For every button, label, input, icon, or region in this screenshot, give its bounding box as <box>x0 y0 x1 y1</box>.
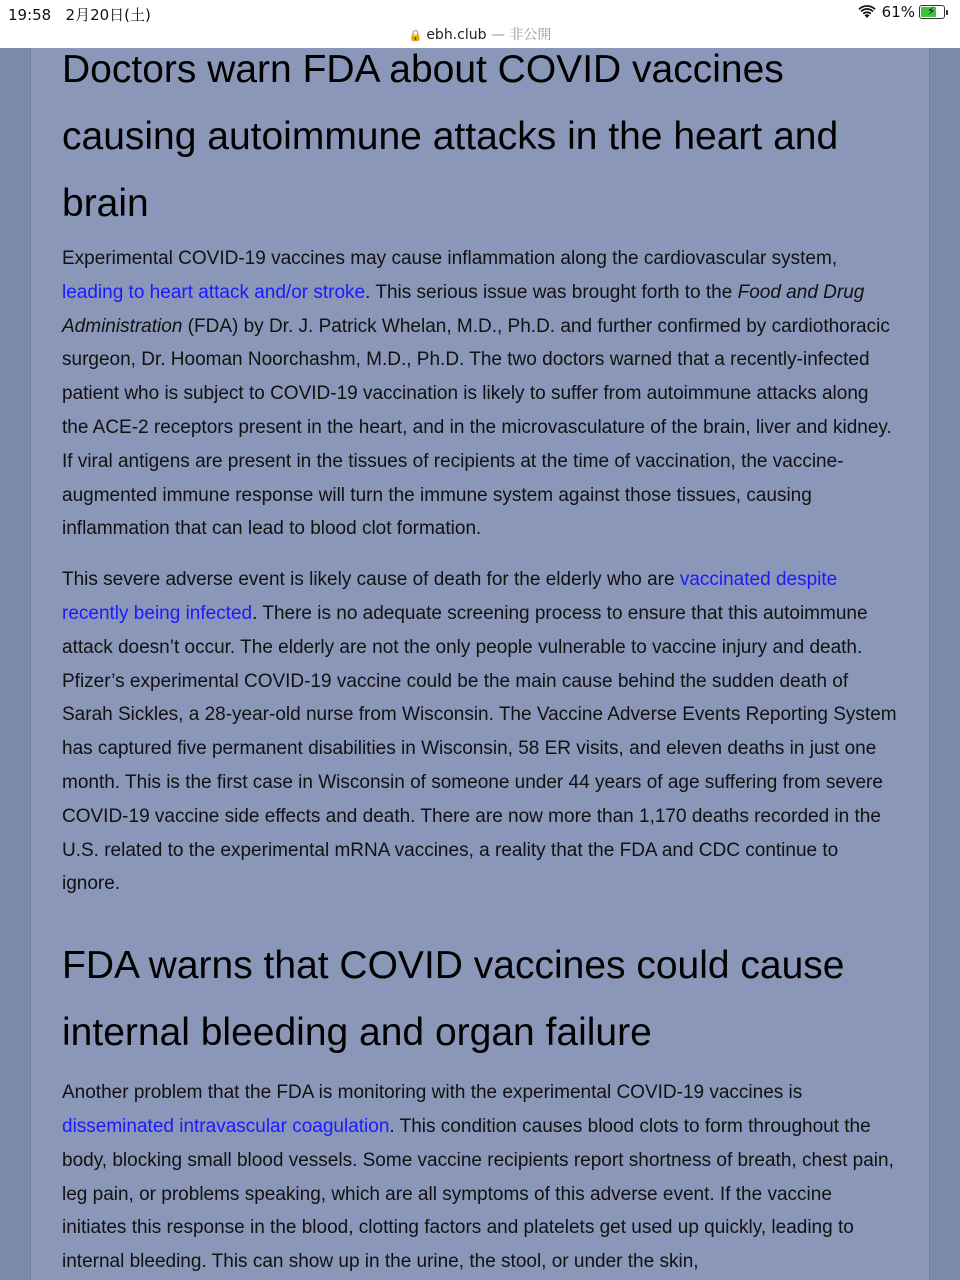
url-domain: ebh.club <box>426 27 487 43</box>
article-paragraph-3 <box>62 1076 898 1279</box>
paragraph-text: (FDA) by Dr. J. Patrick Whelan, M.D., Ph.D. and further confirmed by cardiothoracic surgeon, Dr. Hooman Noorchashm, M.D., Ph.D. The two doctors warned that a recently-infected patient who is subject to COVID-19 vaccination is likely to suffer from autoimmune attacks along the ACE-2 receptors present in the heart, and in the microvasculature of the brain, liver and kidney. If viral antigens are present in the tissues of recipients at the time of vaccination, the vaccine-augmented immune response will turn the immune system against those tissues, causing inflammation that can lead to blood clot formation. <box>62 315 892 540</box>
paragraph-text: This severe adverse event is likely cause of death for the elderly who are <box>62 569 680 591</box>
wifi-icon <box>858 5 876 19</box>
fda-emphasis: Food and Drug Administration <box>62 281 865 337</box>
paragraph-text: . This serious issue was brought forth to the <box>365 281 738 303</box>
intravascular-coagulation-link[interactable]: disseminated intravascular coagulation <box>62 1115 390 1137</box>
private-mode-label: 非公開 <box>509 27 552 43</box>
status-date: 2月20日(土) <box>65 6 151 24</box>
status-bar <box>0 0 960 48</box>
paragraph-text: Another problem that the FDA is monitoring with the experimental COVID-19 vaccines is <box>62 1082 803 1104</box>
paragraph-text: . There is no adequate screening process to ensure that this autoimmune attack doesn’t occur. The elderly are not the only people vulnerable to vaccine injury and death. Pfizer’s experimental COVID-19 vaccine could be the main cause behind the sudden death of Sarah Sickles, a 28-year-old nurse from Wisconsin. The Vaccine Adverse Events Reporting System has captured five permanent disabilities in Wisconsin, 58 ER visits, and eleven deaths in just one month. This is the first case in Wisconsin of someone under 44 years of age suffering from severe COVID-19 vaccine side effects and death. There are now more than 1,170 deaths recorded in the U.S. related to the experimental mRNA vaccines, a reality that the FDA and CDC continue to ignore. <box>62 602 897 895</box>
article-paragraph-2 <box>62 563 898 901</box>
heart-attack-stroke-link[interactable]: leading to heart attack and/or stroke <box>62 281 366 303</box>
lock-icon: 🔒 <box>408 29 423 42</box>
vaccinated-despite-infected-link[interactable]: vaccinated despite recently being infected <box>62 569 838 624</box>
status-indicators <box>858 3 948 21</box>
url-separator: — <box>490 27 505 43</box>
article-content <box>30 48 930 1280</box>
charging-bolt-icon: ⚡ <box>927 4 936 18</box>
article-heading-1: Doctors warn FDA about COVID vaccines causing autoimmune attacks in the heart and brain <box>62 48 839 225</box>
url-bar[interactable] <box>0 24 960 44</box>
battery-charging-icon <box>919 5 945 19</box>
battery-percent: 61% <box>881 3 915 21</box>
status-time-date <box>8 4 151 25</box>
article-paragraph-1 <box>62 242 898 546</box>
article-heading-2: FDA warns that COVID vaccines could cause internal bleeding and organ failure <box>62 944 845 1055</box>
paragraph-text: Experimental COVID-19 vaccines may cause inflammation along the cardiovascular system, <box>62 248 838 269</box>
paragraph-text: . This condition causes blood clots to form throughout the body, blocking small blood vessels. Some vaccine recipients report shortness of breath, chest pain, leg pain, or problems speaking, which are all symptoms of this adverse event. If the vaccine initiates this response in the blood, clotting factors and platelets get used up quickly, leading to internal bleeding. This can show up in the urine, the stool, or under the skin, <box>62 1115 894 1273</box>
article-body <box>31 48 929 1279</box>
status-time: 19:58 <box>8 6 52 24</box>
battery-cap <box>946 10 948 15</box>
